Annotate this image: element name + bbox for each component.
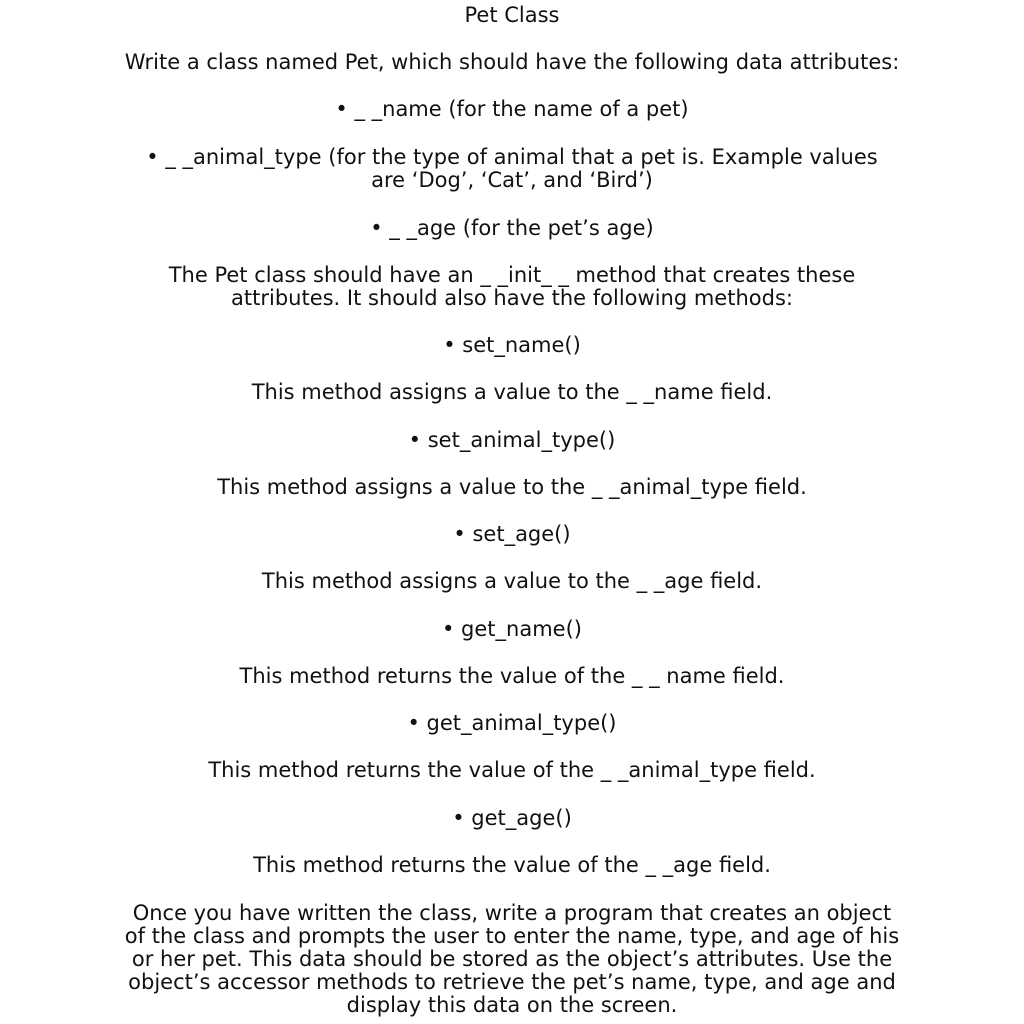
attribute-age: • _ _age (for the pet’s age)	[370, 216, 654, 240]
method-get-name: • get_name()	[442, 617, 582, 641]
init-paragraph: The Pet class should have an _ _init_ _ method that creates these attributes. It should also have the following methods:	[168, 263, 856, 310]
method-get-animal-type-desc: This method returns the value of the _ _animal_type field.	[208, 758, 816, 782]
method-set-animal-type-desc: This method assigns a value to the _ _animal_type field.	[217, 475, 807, 499]
method-set-age: • set_age()	[453, 522, 571, 546]
document-title: Pet Class	[464, 3, 560, 27]
attribute-name: • _ _name (for the name of a pet)	[335, 97, 689, 121]
attribute-animal-type: • _ _animal_type (for the type of animal that a pet is. Example values are ‘Dog’, ‘Cat’, and ‘Bird’)	[146, 145, 878, 192]
method-set-name-desc: This method assigns a value to the _ _name field.	[251, 380, 773, 404]
method-set-age-desc: This method assigns a value to the _ _age field.	[261, 569, 763, 593]
method-get-age-desc: This method returns the value of the _ _age field.	[253, 853, 771, 877]
method-get-age: • get_age()	[452, 806, 572, 830]
intro-paragraph: Write a class named Pet, which should have the following data attributes:	[124, 50, 900, 74]
method-get-animal-type: • get_animal_type()	[407, 711, 617, 735]
program-paragraph: Once you have written the class, write a program that creates an object of the class and prompts the user to enter the name, type, and age of his or her pet. This data should be stored as the object’s attributes. Use the object’s accessor methods to retrieve the pet’s name, type, and age and display this data on the screen.	[124, 901, 900, 1017]
method-get-name-desc: This method returns the value of the _ _ name field.	[239, 664, 785, 688]
method-set-name: • set_name()	[443, 333, 581, 357]
method-set-animal-type: • set_animal_type()	[408, 428, 616, 452]
